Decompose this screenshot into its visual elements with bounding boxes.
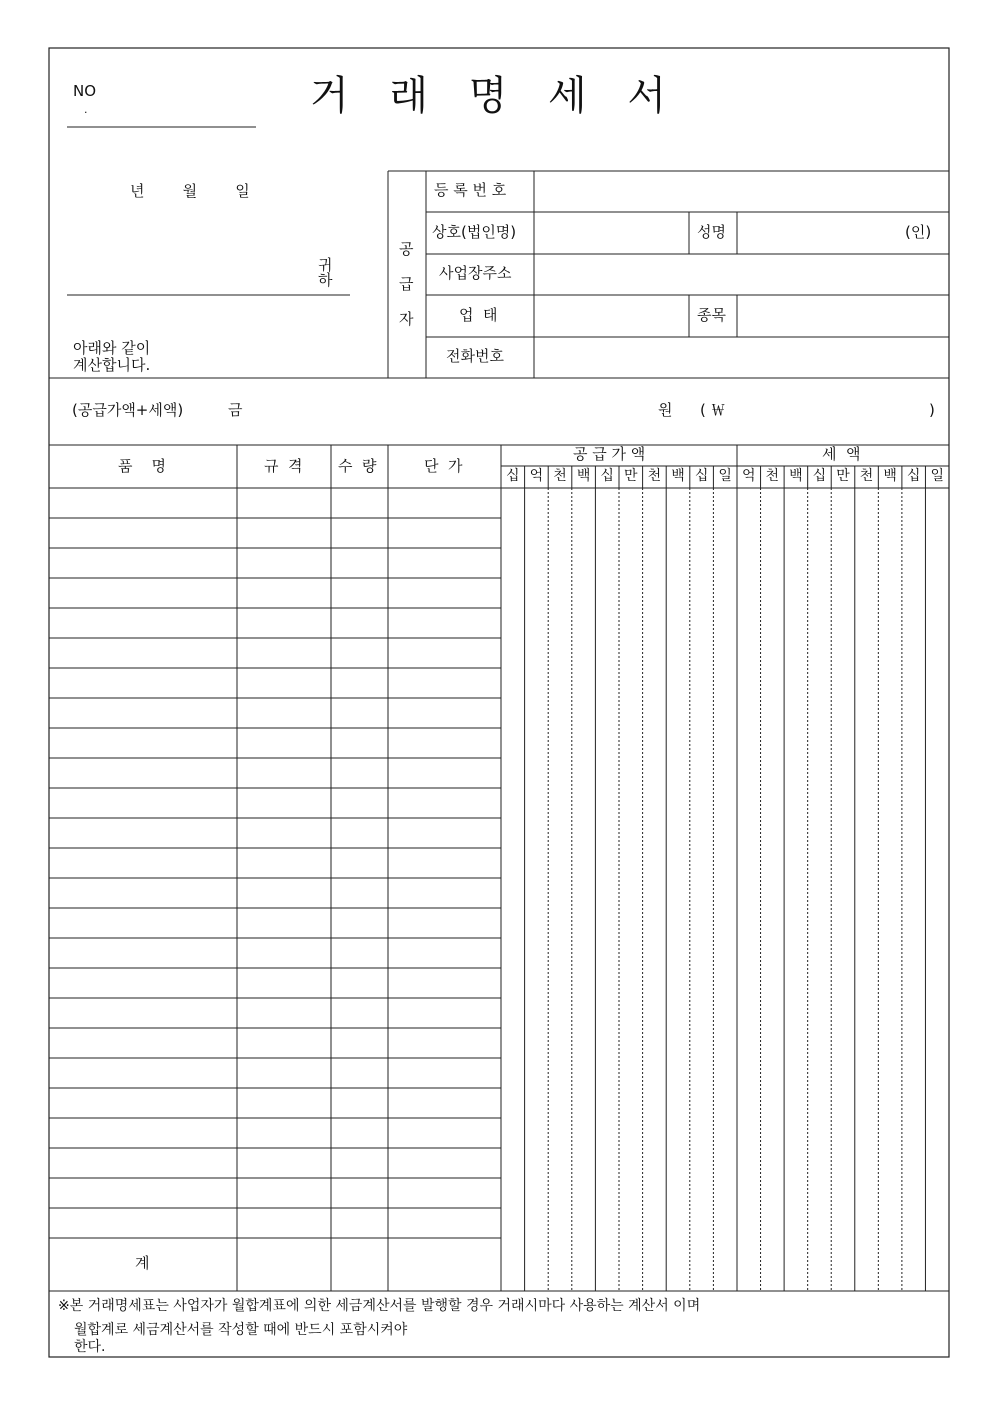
company-label: 상호(법인명) [432, 223, 517, 241]
tax-digit-1: 억 [742, 468, 756, 484]
tax-digit-2: 천 [765, 468, 780, 484]
footer-note-line1: ※본 거래명세표는 사업자가 월합계표에 의한 세금계산서를 발행할 경우 거래시마다 사용하는 계산서 이며 [58, 1298, 701, 1314]
supply-digit-10: 일 [718, 468, 732, 484]
header-quantity: 수 량 [338, 457, 377, 475]
supply-digit-7: 천 [647, 468, 662, 484]
supply-digit-3: 천 [553, 468, 567, 484]
supply-digit-8: 백 [671, 468, 685, 484]
amount-label: 금 [228, 401, 243, 419]
no-dot: . [84, 103, 88, 116]
header-spec: 규 격 [264, 457, 303, 475]
supply-digit-5: 십 [600, 468, 614, 484]
supplier-char-1: 공 [399, 240, 414, 258]
header-tax: 세 액 [822, 445, 861, 463]
total-label: (공급가액+세액) [72, 401, 184, 419]
won-label: 원 [658, 401, 673, 419]
tax-digit-7: 백 [883, 468, 897, 484]
won-open-paren: ( ￦ [700, 401, 726, 419]
item-category-label: 종목 [697, 306, 726, 324]
header-supply-amount: 공 급 가 액 [573, 445, 646, 463]
supplier-char-3: 자 [399, 310, 414, 328]
seal-label: (인) [905, 223, 932, 241]
business-type-label: 업 태 [459, 306, 498, 324]
header-item-name: 품 명 [118, 457, 167, 475]
supply-digit-1: 십 [506, 468, 520, 484]
no-label: NO [73, 82, 97, 100]
date-label: 년 월 일 [130, 182, 250, 200]
tax-digit-3: 백 [789, 468, 803, 484]
phone-label: 전화번호 [446, 347, 504, 365]
name-label: 성명 [697, 223, 726, 241]
footer-note-line3: 한다. [74, 1339, 106, 1355]
footer-note-line2: 월합계로 세금계산서를 작성할 때에 반드시 포함시켜야 [74, 1322, 408, 1338]
won-close-paren: ) [929, 401, 935, 419]
sum-label: 계 [135, 1254, 150, 1272]
as-below-text: 아래와 같이 [73, 339, 151, 357]
supply-digit-2: 억 [529, 468, 544, 484]
supply-digit-6: 만 [624, 468, 638, 484]
tax-digit-8: 십 [906, 468, 921, 484]
form-border [49, 48, 949, 1357]
reg-no-label: 등 록 번 호 [434, 181, 507, 199]
tax-digit-6: 천 [859, 468, 874, 484]
supply-digit-9: 십 [694, 468, 709, 484]
supplier-char-2: 급 [399, 275, 414, 293]
recipient-suffix [318, 258, 333, 288]
supply-digit-4: 백 [576, 468, 591, 484]
statement-text: 계산합니다. [73, 356, 151, 374]
recipient-suffix-2: 하 [318, 271, 333, 289]
page-title: 거 래 명 세 서 [309, 73, 681, 119]
tax-digit-5: 만 [836, 468, 850, 484]
tax-digit-4: 십 [812, 468, 827, 484]
recipient-suffix-1: 귀 [318, 256, 333, 274]
address-label: 사업장주소 [439, 264, 512, 282]
tax-digit-9: 일 [930, 468, 944, 484]
supplier-section-label [399, 232, 414, 337]
header-unit-price: 단 가 [424, 457, 463, 475]
